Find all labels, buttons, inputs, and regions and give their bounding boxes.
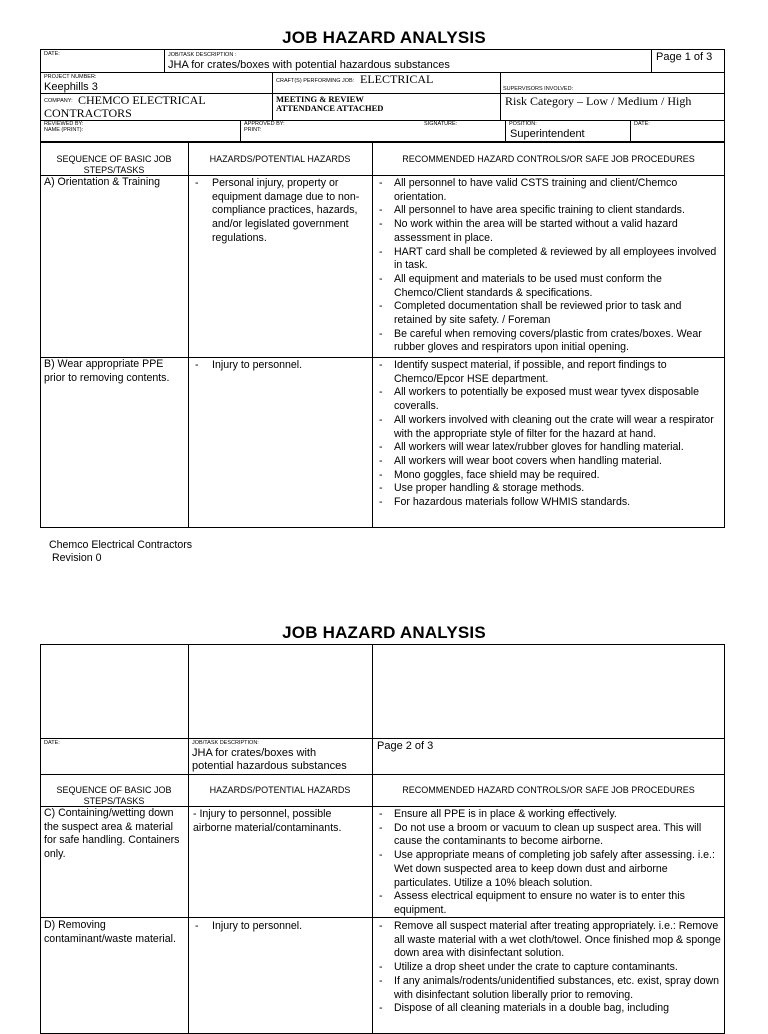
- column-header-steps-line2: STEPS/TASKS: [83, 165, 145, 175]
- date-label-2: DATE:: [634, 121, 650, 127]
- page2-column-header-controls: RECOMMENDED HAZARD CONTROLS/OR SAFE JOB PROCEDURES: [402, 785, 695, 795]
- control-b-1: - Identify suspect material, if possible, and report findings to Chemco/Epcor HSE department.: [376, 359, 722, 386]
- page-title: JOB HAZARD ANALYSIS: [282, 28, 486, 47]
- hazard-a-text: - Personal injury, property or equipment damage due to non-compliance practices, hazards, and/or legislated government regulations.: [192, 177, 368, 246]
- control-b-8: - For hazardous materials follow WHMIS standards.: [376, 496, 722, 510]
- footer-company: Chemco Electrical Contractors: [49, 539, 193, 551]
- page2-job-task-line1: JHA for crates/boxes with: [192, 747, 317, 759]
- print-label: PRINT:: [244, 127, 262, 133]
- job-task-value: JHA for crates/boxes with potential hazardous substances: [168, 59, 450, 71]
- step-a: A) Orientation & Training: [44, 176, 160, 188]
- controls-d: [376, 920, 722, 1016]
- step-c: C) Containing/wetting down the suspect area & material for safe handling. Containers only.: [44, 807, 180, 861]
- hazard-c: - Injury to personnel, possible airborne material/contaminants.: [193, 808, 342, 834]
- page2-job-task-label: JOB/TASK DESCRIPTION:: [192, 740, 259, 746]
- control-d-3: - If any animals/rodents/unidentified substances, etc. exist, spray down with disinfectant solution liberally prior to removing.: [376, 975, 722, 1002]
- hazard-d-text: - Injury to personnel.: [192, 920, 368, 934]
- control-c-2: - Do not use a broom or vacuum to clean up suspect area. This will cause the contaminants to become airborne.: [376, 822, 722, 849]
- hazard-a: [192, 177, 368, 246]
- position-label: POSITION:: [509, 121, 537, 127]
- supervisors-label: SUPERVISORS INVOLVED:: [503, 86, 574, 92]
- controls-c: [376, 808, 722, 918]
- controls-a: [376, 177, 722, 355]
- signature-label: SIGNATURE:: [424, 121, 458, 127]
- page2-column-header-hazards: HAZARDS/POTENTIAL HAZARDS: [209, 785, 351, 795]
- column-header-steps: [40, 154, 188, 176]
- hazard-b: [192, 359, 368, 373]
- control-c-3: - Use appropriate means of completing job safely after assessing. i.e.: Wet down suspected area to keep down dust and airborne particulates. Utilize a 10% bleach solution.: [376, 849, 722, 890]
- control-b-7: - Use proper handling & storage methods.: [376, 482, 722, 496]
- company-value-line2: CONTRACTORS: [44, 106, 132, 120]
- page2-page-number: Page 2 of 3: [377, 740, 434, 752]
- crafts-value: ELECTRICAL: [360, 72, 434, 86]
- control-a-2: - All personnel to have area specific training to client standards.: [376, 204, 722, 218]
- column-header-steps-line1: SEQUENCE OF BASIC JOB: [56, 154, 172, 164]
- page2-column-header-steps-line2: STEPS/TASKS: [83, 796, 145, 806]
- date-label: DATE:: [44, 51, 60, 57]
- control-d-1: - Remove all suspect material after treating appropriately. i.e.: Remove all waste material with a wet cloth/towel. Once finished mop & sponge down area with disinfectant solution.: [376, 920, 722, 961]
- risk-category: Risk Category – Low / Medium / High: [505, 94, 692, 108]
- reviewed-by-label: REVIEWED BY:: [44, 121, 84, 127]
- company-value-line1: CHEMCO ELECTRICAL: [78, 93, 206, 107]
- job-task-label: JOB/TASK DESCRIPTION :: [168, 52, 237, 58]
- control-b-4: - All workers will wear latex/rubber gloves for handling material.: [376, 441, 722, 455]
- footer-revision: Revision 0: [52, 552, 102, 564]
- position-value: Superintendent: [510, 128, 585, 140]
- column-header-hazards: HAZARDS/POTENTIAL HAZARDS: [209, 154, 351, 164]
- control-a-1: - All personnel to have valid CSTS training and client/Chemco orientation.: [376, 177, 722, 204]
- project-number-label: PROJECT NUMBER:: [44, 74, 97, 80]
- control-a-5: - All equipment and materials to be used must conform the Chemco/Client standards & specifications.: [376, 273, 722, 300]
- approved-by-label: APPROVED BY:: [244, 121, 285, 127]
- hazard-d: [192, 920, 368, 934]
- control-d-2: - Utilize a drop sheet under the crate to capture contaminants.: [376, 961, 722, 975]
- control-a-7: - Be careful when removing covers/plastic from crates/boxes. Wear rubber gloves and respirators upon initial opening.: [376, 328, 722, 355]
- name-print-label: NAME (PRINT):: [44, 127, 84, 133]
- page2-column-header-steps-line1: SEQUENCE OF BASIC JOB: [56, 785, 172, 795]
- column-header-controls: RECOMMENDED HAZARD CONTROLS/OR SAFE JOB PROCEDURES: [402, 154, 695, 164]
- control-a-6: - Completed documentation shall be reviewed prior to task and retained by site safety. / Foreman: [376, 300, 722, 327]
- page-number: Page 1 of 3: [656, 51, 713, 63]
- page2-date-label: DATE:: [44, 740, 60, 746]
- control-c-4: - Assess electrical equipment to ensure no water is to enter this equipment.: [376, 890, 722, 917]
- company-label: COMPANY:: [44, 98, 73, 104]
- page2-title: JOB HAZARD ANALYSIS: [282, 623, 486, 642]
- page2-column-header-steps: [40, 785, 188, 807]
- control-b-5: - All workers will wear boot covers when handling material.: [376, 455, 722, 469]
- control-b-3: - All workers involved with cleaning out the crate will wear a respirator with the appropriate style of filter for the hazard at hand.: [376, 414, 722, 441]
- step-d: D) Removing contaminant/waste material.: [44, 919, 176, 945]
- meeting-review-line2: ATTENDANCE ATTACHED: [276, 103, 384, 113]
- control-a-3: - No work within the area will be started without a valid hazard assessment in place.: [376, 218, 722, 245]
- step-b: B) Wear appropriate PPE prior to removing contents.: [44, 358, 170, 384]
- control-b-6: - Mono goggles, face shield may be required.: [376, 469, 722, 483]
- controls-b: [376, 359, 722, 510]
- control-c-1: - Ensure all PPE is in place & working effectively.: [376, 808, 722, 822]
- crafts-label: CRAFT(S) PERFORMING JOB:: [276, 78, 355, 84]
- control-d-4: - Dispose of all cleaning materials in a double bag, including: [376, 1002, 722, 1016]
- page2-job-task-line2: potential hazardous substances: [192, 760, 347, 772]
- control-a-4: - HART card shall be completed & reviewed by all employees involved in task.: [376, 246, 722, 273]
- project-number-value: Keephills 3: [44, 81, 98, 93]
- hazard-b-text: - Injury to personnel.: [192, 359, 368, 373]
- meeting-review-line1: MEETING & REVIEW: [276, 94, 364, 104]
- control-b-2: - All workers to potentially be exposed must wear tyvex disposable coveralls.: [376, 386, 722, 413]
